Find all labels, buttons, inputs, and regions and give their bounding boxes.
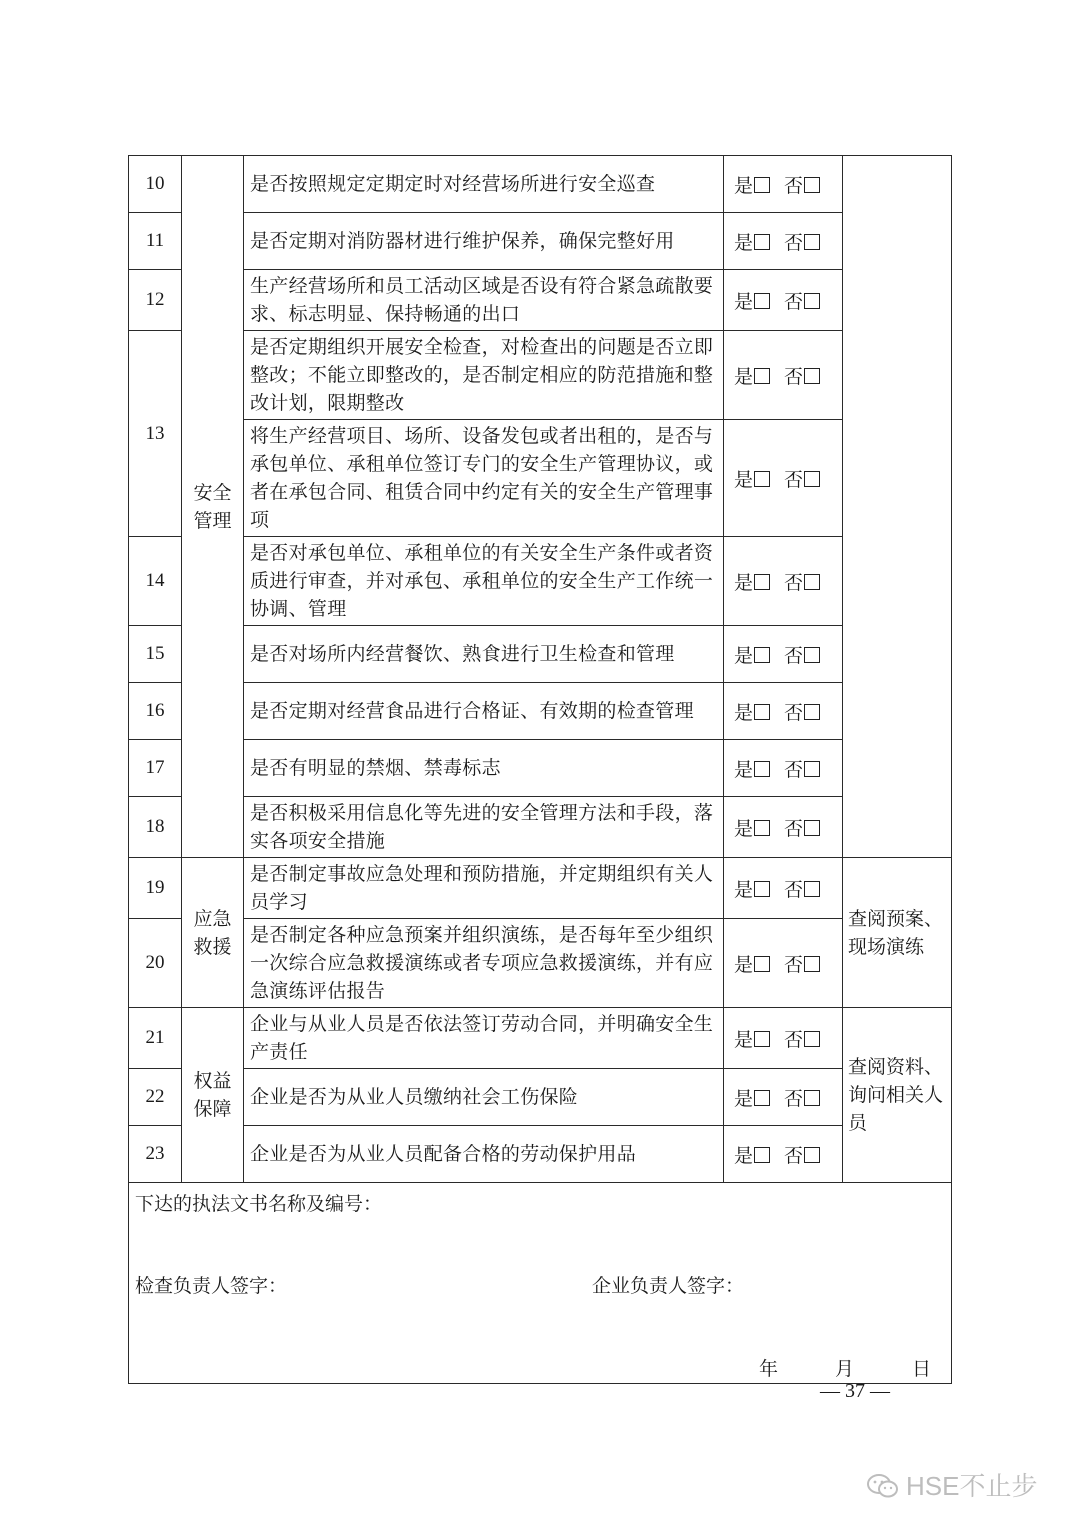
answer-cell: 是 否 bbox=[724, 1126, 843, 1183]
item-number: 21 bbox=[129, 1008, 182, 1069]
item-number: 17 bbox=[129, 740, 182, 797]
no-checkbox[interactable] bbox=[804, 1147, 820, 1163]
yes-checkbox[interactable] bbox=[754, 881, 770, 897]
table-row bbox=[129, 1008, 952, 1069]
yes-checkbox[interactable] bbox=[754, 368, 770, 384]
table-row bbox=[129, 156, 952, 213]
check-item: 企业与从业人员是否依法签订劳动合同，并明确安全生产责任 bbox=[244, 1008, 724, 1069]
method-cell: 查阅资料、询问相关人员 bbox=[843, 1008, 952, 1183]
inspector-signature-label: 检查负责人签字： bbox=[135, 1275, 288, 1297]
no-checkbox[interactable] bbox=[804, 1090, 820, 1106]
no-checkbox[interactable] bbox=[804, 234, 820, 250]
answer-cell: 是 否 bbox=[724, 797, 843, 858]
table-row bbox=[129, 537, 952, 626]
check-item: 是否有明显的禁烟、禁毒标志 bbox=[244, 740, 724, 797]
answer-cell: 是 否 bbox=[724, 919, 843, 1008]
table-row bbox=[129, 683, 952, 740]
table-row bbox=[129, 420, 952, 537]
check-item: 是否对场所内经营餐饮、熟食进行卫生检查和管理 bbox=[244, 626, 724, 683]
date-day-label: 日 bbox=[912, 1358, 932, 1380]
item-number: 18 bbox=[129, 797, 182, 858]
yes-checkbox[interactable] bbox=[754, 177, 770, 193]
yes-checkbox[interactable] bbox=[754, 647, 770, 663]
no-checkbox[interactable] bbox=[804, 761, 820, 777]
item-number: 15 bbox=[129, 626, 182, 683]
yes-checkbox[interactable] bbox=[754, 574, 770, 590]
method-cell-empty bbox=[843, 156, 952, 858]
yes-checkbox[interactable] bbox=[754, 1147, 770, 1163]
yes-checkbox[interactable] bbox=[754, 234, 770, 250]
yes-checkbox[interactable] bbox=[754, 1090, 770, 1106]
answer-cell: 是 否 bbox=[724, 626, 843, 683]
answer-cell: 是 否 bbox=[724, 683, 843, 740]
table-row bbox=[129, 858, 952, 919]
watermark-text: HSE不止步 bbox=[906, 1471, 1038, 1501]
item-number: 16 bbox=[129, 683, 182, 740]
answer-cell: 是 否 bbox=[724, 740, 843, 797]
item-number: 12 bbox=[129, 270, 182, 331]
check-item: 将生产经营项目、场所、设备发包或者出租的，是否与承包单位、承租单位签订专门的安全生产管理协议，或者在承包合同、租赁合同中约定有关的安全生产管理事项 bbox=[244, 420, 724, 537]
yes-checkbox[interactable] bbox=[754, 471, 770, 487]
yes-checkbox[interactable] bbox=[754, 1031, 770, 1047]
category-label: 安全管理 bbox=[193, 481, 232, 532]
check-item: 是否按照规定定期定时对经营场所进行安全巡查 bbox=[244, 156, 724, 213]
check-item: 是否定期组织开展安全检查，对检查出的问题是否立即整改；不能立即整改的，是否制定相应的防范措施和整改计划，限期整改 bbox=[244, 331, 724, 420]
item-number: 22 bbox=[129, 1069, 182, 1126]
checklist-sheet bbox=[128, 155, 951, 1380]
answer-cell: 是 否 bbox=[724, 1008, 843, 1069]
no-checkbox[interactable] bbox=[804, 704, 820, 720]
no-checkbox[interactable] bbox=[804, 1031, 820, 1047]
no-checkbox[interactable] bbox=[804, 881, 820, 897]
table-row bbox=[129, 331, 952, 420]
no-checkbox[interactable] bbox=[804, 293, 820, 309]
answer-cell: 是 否 bbox=[724, 420, 843, 537]
yes-checkbox[interactable] bbox=[754, 956, 770, 972]
method-cell: 查阅预案、现场演练 bbox=[843, 858, 952, 1008]
checklist-table bbox=[128, 155, 952, 1384]
table-row bbox=[129, 270, 952, 331]
no-checkbox[interactable] bbox=[804, 956, 820, 972]
enforcement-document-label: 下达的执法文书名称及编号： bbox=[135, 1193, 383, 1215]
check-item: 是否定期对消防器材进行维护保养，确保完整好用 bbox=[244, 213, 724, 270]
yes-checkbox[interactable] bbox=[754, 820, 770, 836]
check-item: 是否积极采用信息化等先进的安全管理方法和手段，落实各项安全措施 bbox=[244, 797, 724, 858]
table-row bbox=[129, 1069, 952, 1126]
answer-cell: 是 否 bbox=[724, 156, 843, 213]
answer-cell: 是 否 bbox=[724, 1069, 843, 1126]
date-year-label: 年 bbox=[759, 1358, 779, 1380]
answer-cell: 是 否 bbox=[724, 858, 843, 919]
check-item: 是否对承包单位、承租单位的有关安全生产条件或者资质进行审查，并对承包、承租单位的安全生产工作统一协调、管理 bbox=[244, 537, 724, 626]
check-item: 是否制定各种应急预案并组织演练，是否每年至少组织一次综合应急救援演练或者专项应急救援演练，并有应急演练评估报告 bbox=[244, 919, 724, 1008]
answer-cell: 是 否 bbox=[724, 270, 843, 331]
signature-area bbox=[129, 1183, 952, 1384]
table-row bbox=[129, 797, 952, 858]
no-checkbox[interactable] bbox=[804, 820, 820, 836]
no-checkbox[interactable] bbox=[804, 574, 820, 590]
item-number: 11 bbox=[129, 213, 182, 270]
answer-cell: 是 否 bbox=[724, 331, 843, 420]
item-number: 14 bbox=[129, 537, 182, 626]
no-checkbox[interactable] bbox=[804, 471, 820, 487]
table-row bbox=[129, 213, 952, 270]
table-row bbox=[129, 740, 952, 797]
table-row bbox=[129, 919, 952, 1008]
no-checkbox[interactable] bbox=[804, 368, 820, 384]
yes-checkbox[interactable] bbox=[754, 761, 770, 777]
date-month-label: 月 bbox=[835, 1358, 855, 1380]
check-item: 企业是否为从业人员配备合格的劳动保护用品 bbox=[244, 1126, 724, 1183]
category-emergency-rescue bbox=[182, 858, 244, 1008]
category-label: 权益保障 bbox=[193, 1070, 232, 1120]
item-number: 19 bbox=[129, 858, 182, 919]
check-item: 是否定期对经营食品进行合格证、有效期的检查管理 bbox=[244, 683, 724, 740]
check-item: 是否制定事故应急处理和预防措施，并定期组织有关人员学习 bbox=[244, 858, 724, 919]
category-rights-protection bbox=[182, 1008, 244, 1183]
footer-row bbox=[129, 1183, 952, 1384]
watermark bbox=[866, 1466, 1037, 1503]
table-row bbox=[129, 626, 952, 683]
no-checkbox[interactable] bbox=[804, 177, 820, 193]
check-item: 生产经营场所和员工活动区域是否设有符合紧急疏散要求、标志明显、保持畅通的出口 bbox=[244, 270, 724, 331]
category-safety-management bbox=[182, 156, 244, 858]
answer-cell: 是 否 bbox=[724, 213, 843, 270]
yes-checkbox[interactable] bbox=[754, 704, 770, 720]
yes-checkbox[interactable] bbox=[754, 293, 770, 309]
item-number: 23 bbox=[129, 1126, 182, 1183]
no-checkbox[interactable] bbox=[804, 647, 820, 663]
wechat-icon bbox=[866, 1473, 900, 1499]
category-label: 应急救援 bbox=[193, 907, 232, 958]
item-number: 20 bbox=[129, 919, 182, 1008]
item-number: 13 bbox=[129, 331, 182, 537]
page-number: — 37 — bbox=[820, 1380, 890, 1402]
answer-cell: 是 否 bbox=[724, 537, 843, 626]
item-number: 10 bbox=[129, 156, 182, 213]
enterprise-signature-label: 企业负责人签字： bbox=[592, 1275, 745, 1297]
table-row bbox=[129, 1126, 952, 1183]
check-item: 企业是否为从业人员缴纳社会工伤保险 bbox=[244, 1069, 724, 1126]
